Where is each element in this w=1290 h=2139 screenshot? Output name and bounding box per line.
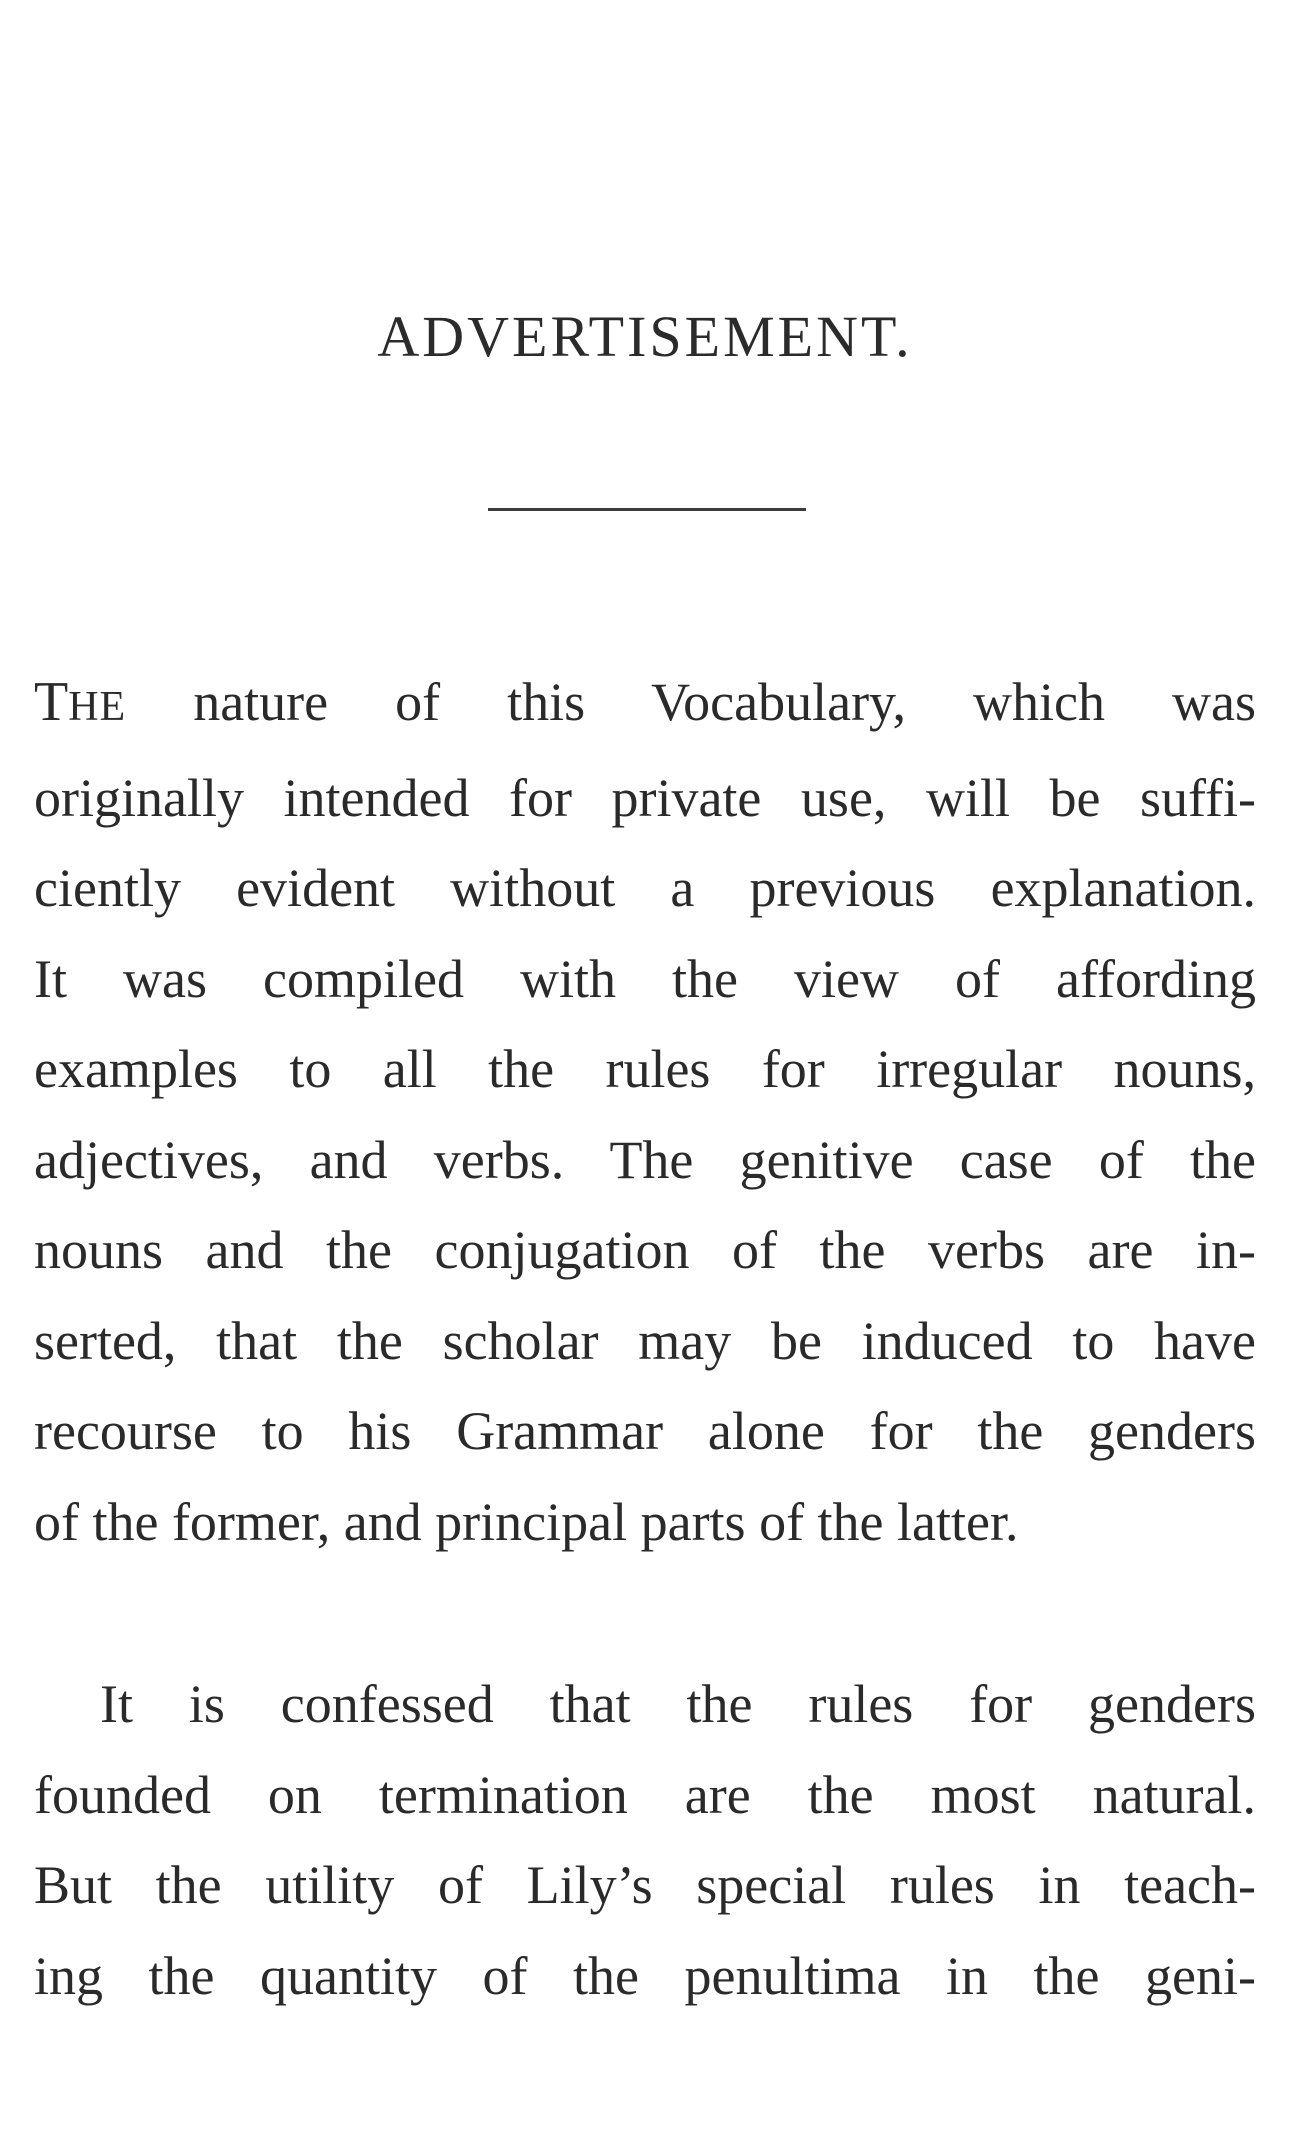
text-line [34, 657, 1256, 753]
text-line: It was compiled with the view of affording [34, 948, 1256, 1009]
heading-rule [488, 508, 806, 511]
text-line: founded on termination are the most natural. [34, 1764, 1256, 1825]
text-line: ing the quantity of the penultima in the geni- [34, 1945, 1256, 2006]
text-line: adjectives, and verbs. The genitive case of the [34, 1129, 1256, 1190]
text-line: of the former, and principal parts of the latter. [34, 1491, 1019, 1552]
text-line: It is confessed that the rules for genders [100, 1674, 1256, 1734]
line-text: nature of this Vocabulary, which was [126, 672, 1256, 732]
text-line: originally intended for private use, will be suffi- [34, 767, 1256, 828]
text-line: recourse to his Grammar alone for the genders [34, 1401, 1256, 1461]
paragraph-1 [34, 657, 1256, 1567]
text-line: ciently evident without a previous explanation. [34, 858, 1256, 918]
paragraph-2 [34, 1659, 1256, 2021]
text-line: examples to all the rules for irregular nouns, [34, 1039, 1256, 1099]
small-caps-rest: HE [68, 684, 127, 730]
small-caps-initial: T [34, 671, 69, 733]
text-line: But the utility of Lily’s special rules in teach- [34, 1855, 1256, 1915]
page-heading: ADVERTISEMENT. [377, 304, 913, 369]
text-line: nouns and the conjugation of the verbs are in- [34, 1220, 1256, 1280]
text-line: serted, that the scholar may be induced to have [34, 1310, 1256, 1371]
